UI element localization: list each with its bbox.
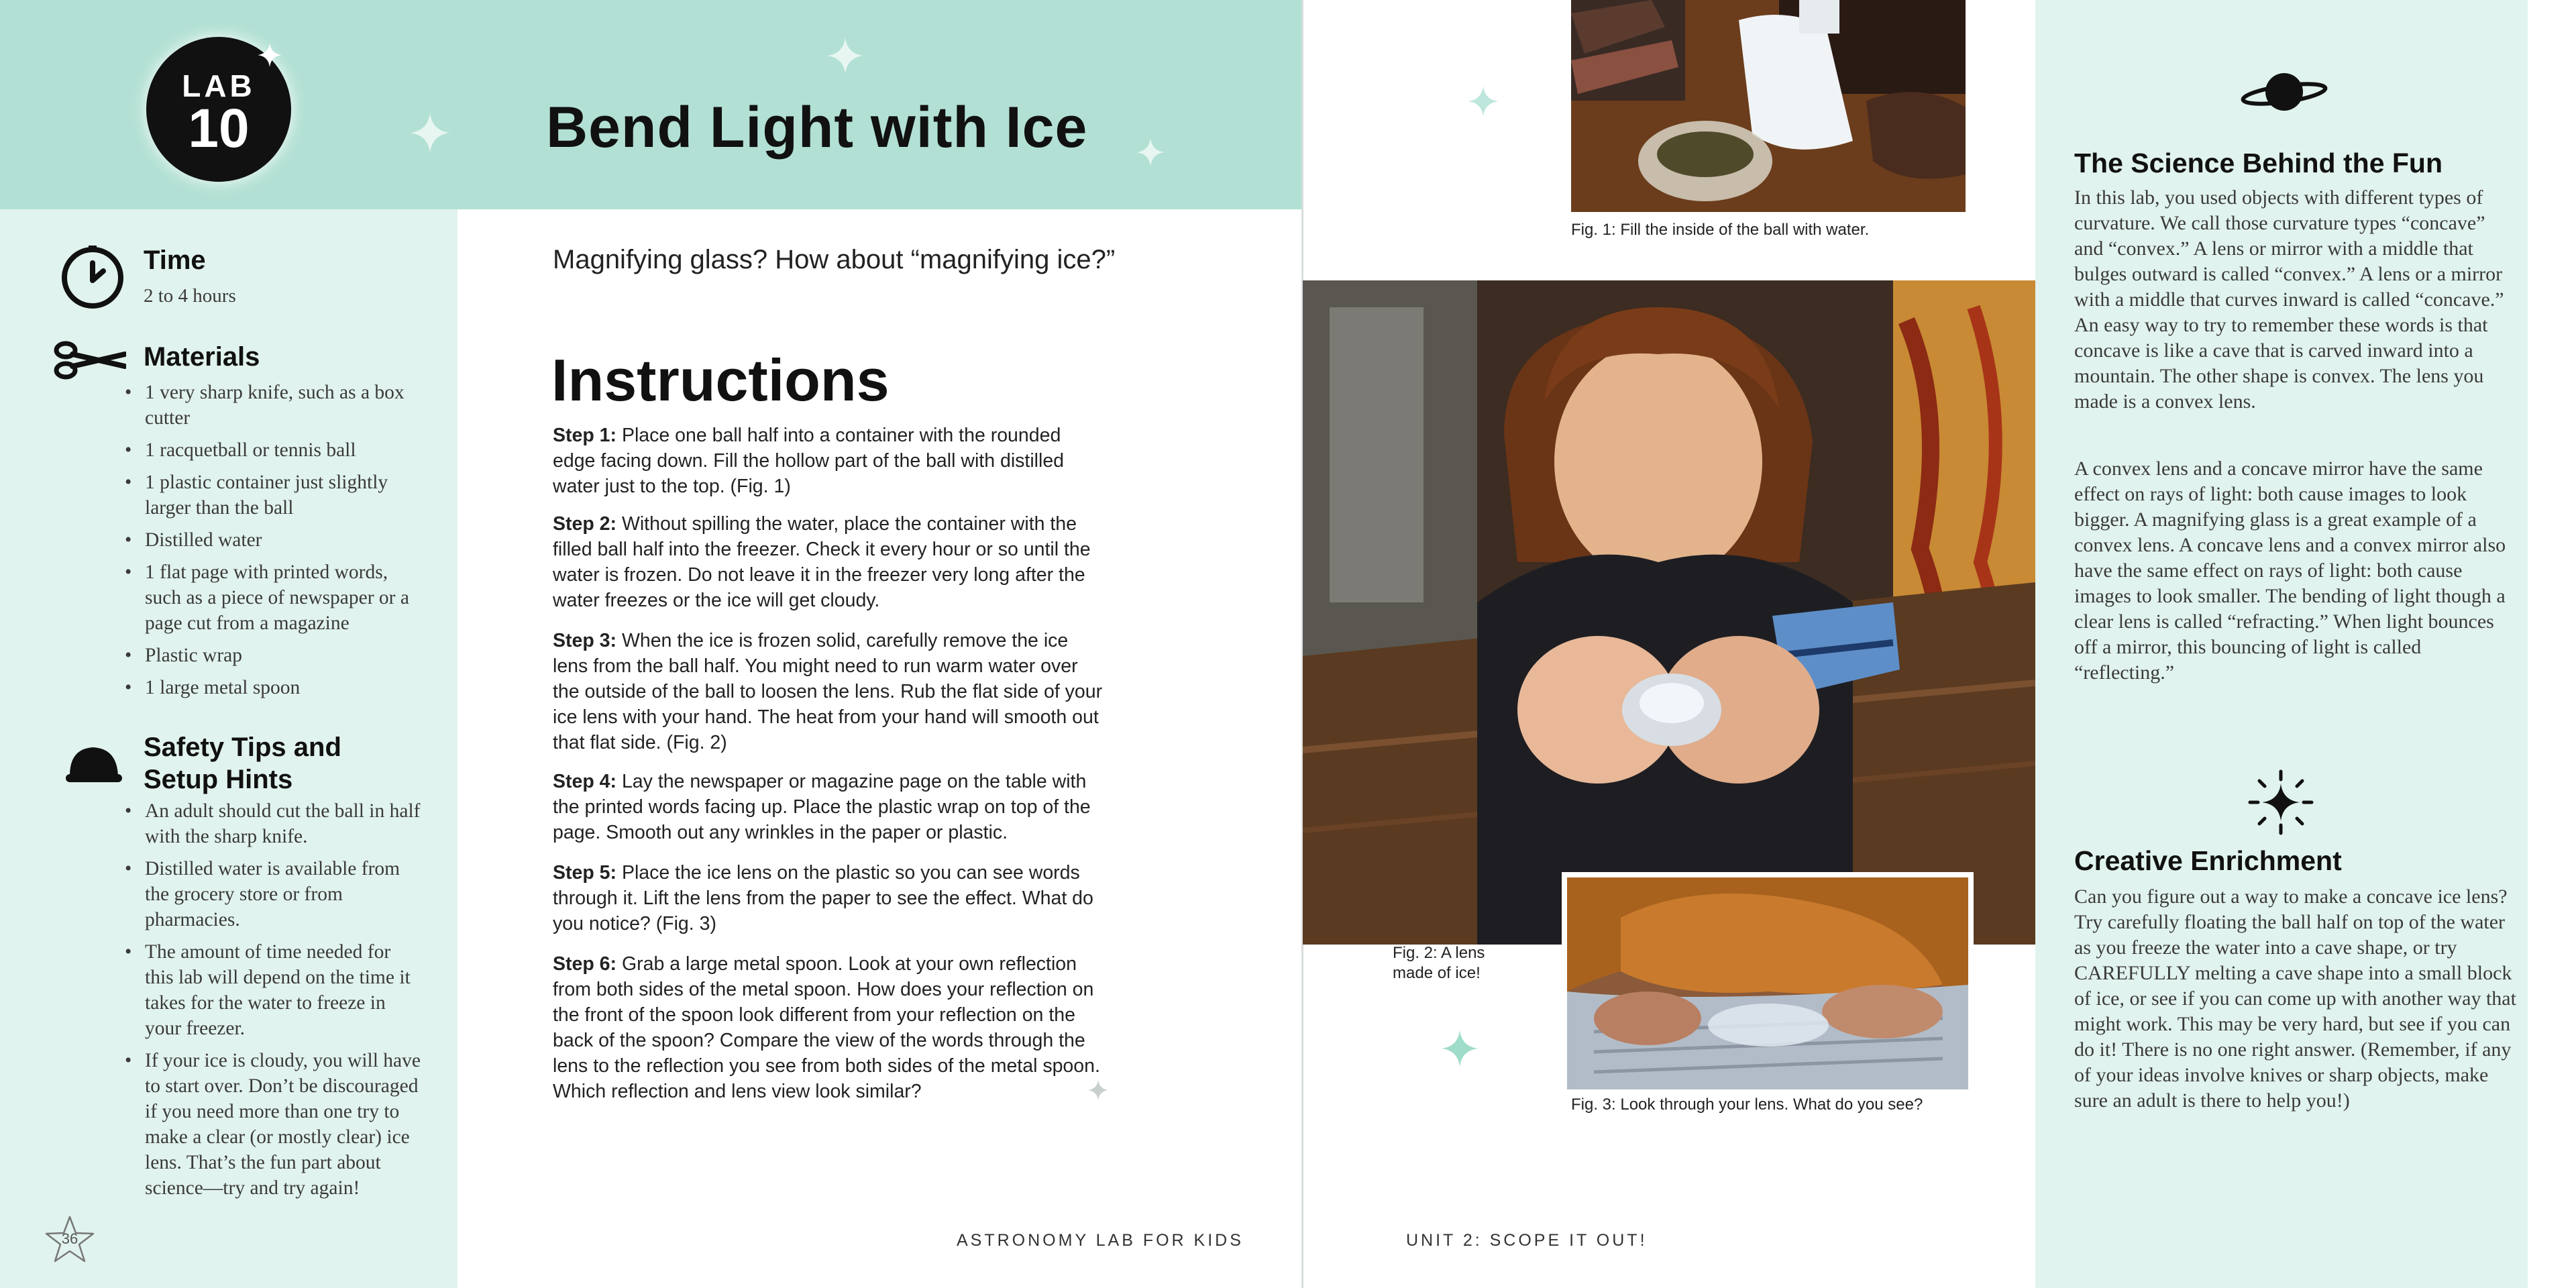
lab-badge-word: LAB [182, 68, 256, 103]
fig2-caption-line2: made of ice! [1393, 964, 1481, 982]
scissors-icon [52, 337, 126, 384]
safety-list [123, 798, 423, 1208]
step-text: Without spilling the water, place the container with the filled ball half into the freezer. Check it every hour or so until the water is frozen. Do not leave it in the freezer very long after the water freezes or the ice will get cloudy. [553, 513, 1091, 611]
science-paragraph-1: In this lab, you used objects with different types of curvature. We call those curvature types “concave” and “convex.” A lens or mirror with a middle that bulges outward is called “convex.” A lens or a mirror with a middle that curves inward is called “concave.” An easy way to try to remember these words is that concave is like a cave that is carved inward into a mountain. The other shape is convex. The lens you made is a convex lens. [2074, 186, 2504, 413]
enrichment-paragraph: Can you figure out a way to make a concave ice lens? Try carefully floating the ball half on top of the water as you freeze the water into a cave shape, or try CAREFULLY melting a cave shape into a small block of ice, or see if you can come up with another way that might work. This may be very hard, but see if you can do it! There is no one right answer. (Remember, if any of your ideas involve knives or sharp objects, make sure an adult is there to help you!) [2074, 885, 2516, 1112]
step-4 [553, 769, 1103, 845]
list-item: • An adult should cut the ball in half with the sharp knife. [123, 798, 423, 849]
science-paragraph-2: A convex lens and a concave mirror have the same effect on rays of light: both cause images to look bigger. A magnifying glass is a great example of a convex lens. A concave lens and a convex mirror also have the same effect on rays of light: both cause images to look smaller. The bending of light though a clear lens is called “refracting.” When light bounces off a mirror, this bouncing of light is called “reflecting.” [2074, 458, 2506, 684]
star-icon [825, 32, 865, 79]
fig2-caption-line1: Fig. 2: A lens [1393, 944, 1485, 962]
instructions-heading: Instructions [551, 347, 890, 413]
lab-badge-number: 10 [188, 98, 250, 159]
footer-left: ASTRONOMY LAB FOR KIDS [957, 1231, 1244, 1250]
enrichment-heading: Creative Enrichment [2074, 845, 2342, 876]
hard-hat-icon [63, 741, 123, 788]
step-5 [553, 860, 1103, 936]
step-label: Step 2: [553, 513, 617, 535]
step-text: Grab a large metal spoon. Look at your own reflection from both sides of the metal spoon. How does your reflection on the front of the spoon look different from your reflection on the back of the spoon? Compare the view of the words through the lens to the reflection you see from both sides of the metal spoon. Which reflection and lens view look similar? [553, 953, 1100, 1102]
page-number-value: 36 [61, 1230, 78, 1247]
step-label: Step 3: [553, 630, 617, 651]
list-item: • 1 flat page with printed words, such as a piece of newspaper or a page cut from a magazine [123, 559, 419, 636]
safety-heading-line2: Setup Hints [144, 765, 293, 794]
step-3 [553, 628, 1103, 755]
list-item: • 1 plastic container just slightly larger than the ball [123, 470, 419, 521]
step-text: When the ice is frozen solid, carefully remove the ice lens from the ball half. You might need to run warm water over the outside of the ball to loosen the lens. Rub the flat side of your ice lens with your hand. The heat from your hand will smooth out that flat side. (Fig. 2) [553, 630, 1103, 753]
intro-line: Magnifying glass? How about “magnifying ice?” [553, 245, 1116, 274]
step-2 [553, 511, 1103, 613]
time-heading: Time [144, 246, 206, 275]
star-icon [1440, 1025, 1480, 1072]
page-edge [2528, 0, 2576, 1288]
list-item: • Distilled water [123, 527, 419, 553]
step-1 [553, 423, 1103, 499]
list-item: • If your ice is cloudy, you will have to start over. Don’t be discouraged if you need more than one try to make a clear (or mostly clear) ice lens. That’s the fun part about science—try and try again! [123, 1048, 423, 1201]
step-label: Step 1: [553, 425, 617, 446]
fig3-caption: Fig. 3: Look through your lens. What do you see? [1571, 1095, 1923, 1114]
lab-title: Bend Light with Ice [546, 95, 1088, 160]
step-label: Step 4: [553, 771, 617, 792]
fig1-caption: Fig. 1: Fill the inside of the ball with water. [1571, 221, 1870, 239]
materials-heading: Materials [144, 342, 260, 372]
step-label: Step 6: [553, 953, 617, 975]
list-item: • The amount of time needed for this lab will depend on the time it takes for the water to freeze in your freezer. [123, 939, 423, 1041]
planet-icon [2241, 68, 2328, 115]
step-label: Step 5: [553, 862, 617, 883]
page-number [43, 1213, 97, 1267]
list-item: • Plastic wrap [123, 643, 419, 668]
fig2-caption [1393, 943, 1485, 983]
clock-icon [59, 244, 126, 311]
step-text: Lay the newspaper or magazine page on the table with the printed words facing up. Place the plastic wrap on top of the page. Smooth out any wrinkles in the paper or plastic. [553, 771, 1091, 843]
step-6 [553, 951, 1103, 1104]
materials-list [123, 380, 419, 707]
step-text: Place the ice lens on the plastic so you can see words through it. Lift the lens from the paper to see the effect. What do you notice? (Fig. 3) [553, 862, 1093, 934]
safety-heading-line1: Safety Tips and [144, 733, 341, 762]
sparkle-icon [2247, 769, 2314, 836]
list-item: • 1 racquetball or tennis ball [123, 437, 419, 463]
step-text: Place one ball half into a container with the rounded edge facing down. Fill the hollow part of the ball with distilled water just to the top. (Fig. 1) [553, 425, 1065, 497]
star-icon [1466, 79, 1500, 123]
footer-right: UNIT 2: SCOPE IT OUT! [1406, 1231, 1648, 1250]
safety-heading [144, 731, 341, 796]
star-icon [408, 107, 452, 158]
fig2-photo [1303, 280, 2035, 945]
time-value: 2 to 4 hours [144, 285, 236, 307]
science-heading: The Science Behind the Fun [2074, 148, 2443, 178]
star-icon [1135, 134, 1166, 170]
star-icon [1087, 1079, 1110, 1102]
fig1-photo [1571, 0, 1966, 212]
fig3-photo [1562, 872, 1974, 1095]
list-item: • 1 very sharp knife, such as a box cutter [123, 380, 419, 431]
list-item: • 1 large metal spoon [123, 675, 419, 700]
list-item: • Distilled water is available from the grocery store or from pharmacies. [123, 856, 423, 932]
star-icon [256, 42, 283, 68]
